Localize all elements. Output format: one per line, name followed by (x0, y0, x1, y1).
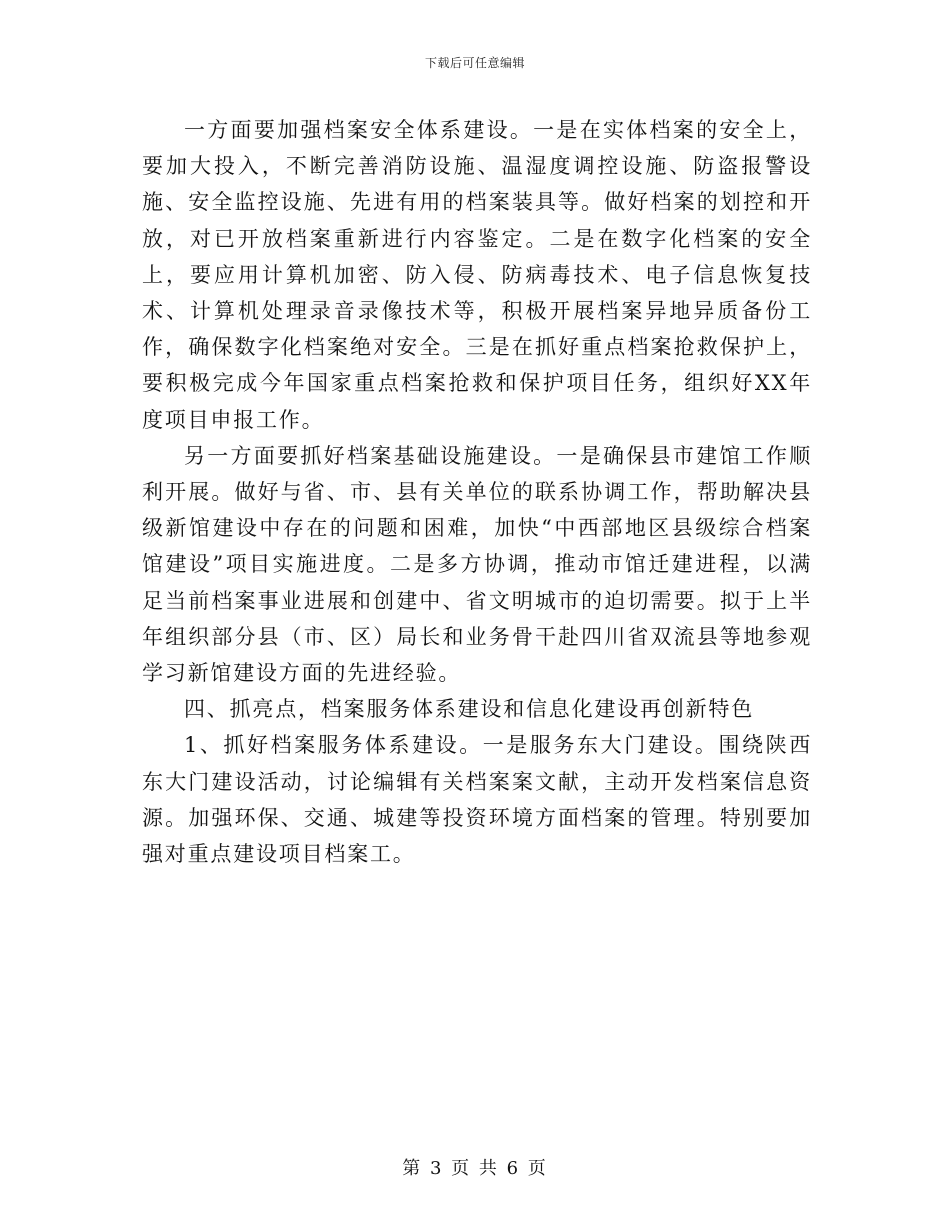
paragraph-infrastructure: 另一方面要抓好档案基础设施建设。一是确保县市建馆工作顺利开展。做好与省、市、县有关单位的联系协调工作，帮助解决县级新馆建设中存在的问题和困难，加快“中西部地区县级综合档案馆建设”项目实施进度。二是多方协调，推动市馆迁建进程，以满足当前档案事业进展和创建中、省文明城市的迫切需要。拟于上半年组织部分县（市、区）局长和业务骨干赴四川省双流县等地参观学习新馆建设方面的先进经验。 (142, 443, 812, 686)
page-number: 第 3 页 共 6 页 (402, 1158, 548, 1179)
paragraph-archive-security: 一方面要加强档案安全体系建设。一是在实体档案的安全上，要加大投入，不断完善消防设施、温湿度调控设施、防盗报警设施、安全监控设施、先进有用的档案装具等。做好档案的划控和开放，对已开放档案重新进行内容鉴定。二是在数字化档案的安全上，要应用计算机加密、防入侵、防病毒技术、电子信息恢复技术、计算机处理录音录像技术等，积极开展档案异地异质备份工作，确保数字化档案绝对安全。三是在抓好重点档案抢救保护上，要积极完成今年国家重点档案抢救和保护项目任务，组织好XX年度项目申报工作。 (142, 118, 812, 432)
document-body (142, 112, 812, 872)
section-heading: 四、抓亮点，档案服务体系建设和信息化建设再创新特色 (184, 697, 754, 722)
page-header: 下载后可任意编辑 (424, 56, 525, 70)
paragraph-service-system: 1、抓好档案服务体系建设。一是服务东大门建设。围绕陕西东大门建设活动，讨论编辑有关档案案文献，主动开发档案信息资源。加强环保、交通、城建等投资环境方面档案的管理。特别要加强对重点建设项目档案工。 (142, 733, 812, 867)
